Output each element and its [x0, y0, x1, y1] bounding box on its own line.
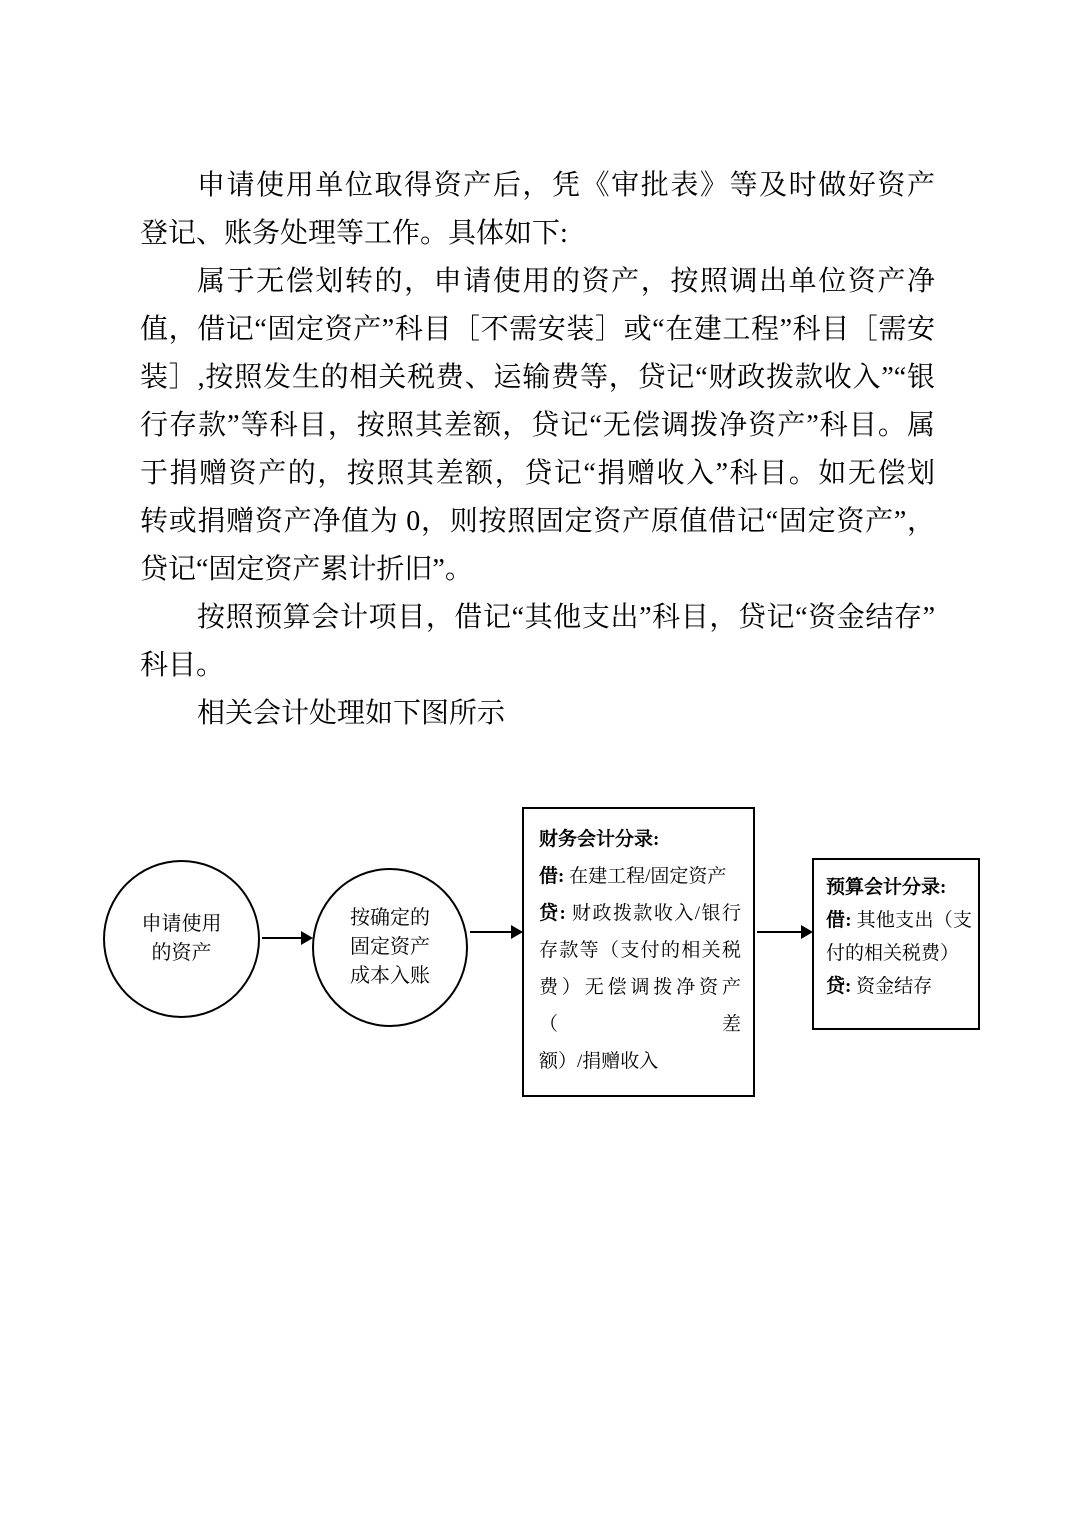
entry-line: [539, 932, 741, 969]
entry-line: [826, 904, 972, 937]
flow-arrow-2: [470, 931, 512, 933]
entry-line: [826, 937, 972, 970]
paragraph-line: 属于无偿划转的，申请使用的资产，按照调出单位资产净: [197, 266, 935, 297]
entry-text: 费）无偿调拨净资产（差: [539, 977, 741, 1035]
paragraph-line: 登记、账务处理等工作。具体如下:: [140, 218, 568, 249]
credit-label: 贷:: [826, 976, 852, 997]
budget-entry-box: [812, 858, 980, 1030]
entry-line: [539, 969, 741, 1043]
paragraph-line: 值，借记“固定资产”科目［不需安装］或“在建工程”科目［需安: [140, 314, 935, 345]
entry-line: [539, 858, 741, 895]
asset-circle-text: 的资产: [151, 942, 212, 964]
paragraph-line: 行存款”等科目，按照其差额，贷记“无偿调拨净资产”科目。属: [140, 410, 935, 441]
entry-text: 额）/捐赠收入: [539, 1051, 659, 1072]
budget-box-title: 预算会计分录:: [826, 877, 947, 898]
debit-label: 借:: [826, 910, 852, 931]
entry-text: 付的相关税费）: [826, 943, 960, 964]
paragraph-line: 申请使用单位取得资产后，凭《审批表》等及时做好资产: [197, 170, 935, 201]
entry-text: 存款等（支付的相关税: [539, 940, 741, 961]
cost-circle-text: 成本入账: [350, 965, 430, 987]
asset-circle-text: 申请使用: [141, 913, 222, 935]
debit-label: 借:: [539, 866, 565, 887]
financial-box-title: 财务会计分录:: [539, 829, 660, 850]
paragraph-line: 转或捐赠资产净值为 0，则按照固定资产原值借记“固定资产”，: [140, 506, 935, 537]
paragraph-line: 贷记“固定资产累计折旧”。: [140, 554, 473, 585]
cost-circle-text: 按确定的: [350, 907, 430, 929]
entry-line: [539, 895, 741, 932]
paragraph-line: 于捐赠资产的，按照其差额，贷记“捐赠收入”科目。如无偿划: [140, 458, 935, 489]
asset-circle-node: [103, 860, 260, 1018]
entry-text: 其他支出（支: [851, 910, 972, 931]
credit-label: 贷:: [539, 903, 566, 924]
entry-line: [826, 970, 972, 1003]
paragraph-line: 相关会计处理如下图所示: [197, 698, 506, 729]
flow-arrow-3: [757, 931, 802, 933]
body-text: [140, 162, 935, 738]
financial-entry-box: [522, 807, 755, 1097]
entry-text: 在建工程/固定资产: [564, 866, 727, 887]
entry-text: 财政拨款收入/银行: [565, 903, 742, 924]
cost-circle-text: 固定资产: [350, 936, 430, 958]
cost-circle-node: [312, 868, 468, 1027]
entry-line: [539, 1043, 741, 1080]
paragraph-line: 科目。: [140, 650, 225, 681]
paragraph-line: 装］,按照发生的相关税费、运输费等，贷记“财政拨款收入”“银: [140, 362, 935, 393]
entry-text: 资金结存: [851, 976, 933, 997]
flow-arrow-1: [262, 937, 302, 939]
paragraph-line: 按照预算会计项目，借记“其他支出”科目，贷记“资金结存”: [197, 602, 935, 633]
